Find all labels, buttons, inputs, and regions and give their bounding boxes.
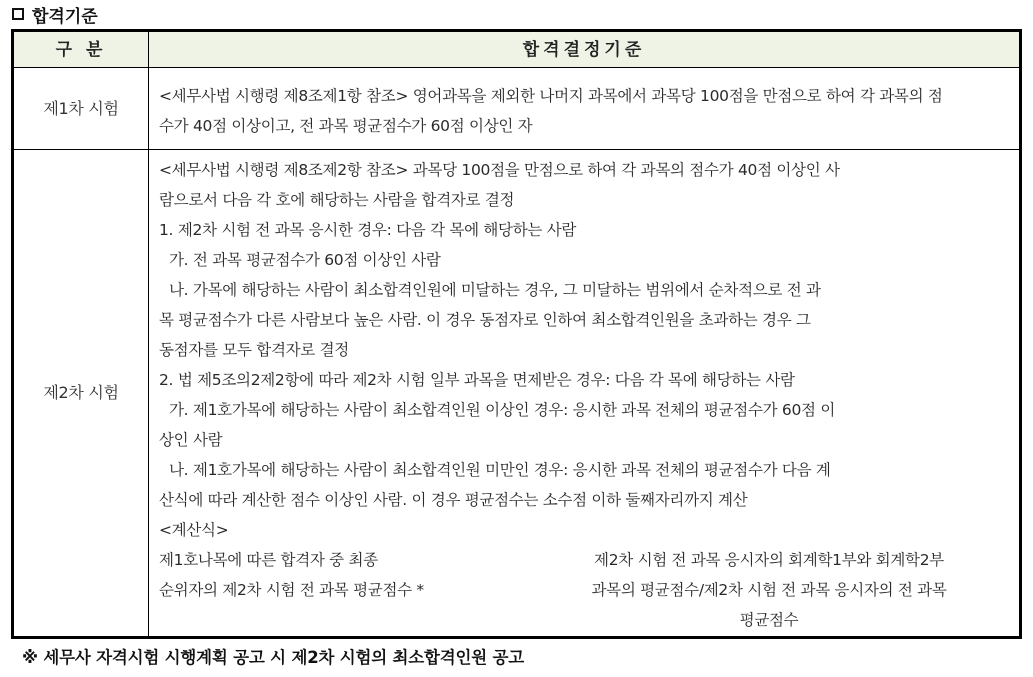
criteria-line: 산식에 따라 계산한 점수 이상인 사람. 이 경우 평균점수는 소수점 이하 둘째자리까지 계산	[159, 491, 748, 509]
formula-left	[159, 545, 529, 635]
header-category: 구 분	[13, 31, 149, 68]
row-label-second-exam: 제2차 시험	[13, 150, 149, 638]
criteria-item-1-ga: 가. 전 과목 평균점수가 60점 이상인 사람	[169, 251, 441, 269]
formula-right-line: 과목의 평균점수/제2차 시험 전 과목 응시자의 전 과목	[591, 581, 947, 599]
first-exam-criteria	[149, 68, 1021, 150]
formula-left-line: 제1호나목에 따른 합격자 중 최종	[159, 551, 378, 569]
section-title	[12, 1, 98, 27]
formula-heading: <계산식>	[159, 521, 229, 539]
header-criteria: 합격결정기준	[149, 31, 1021, 68]
formula-left-line: 순위자의 제2차 시험 전 과목 평균점수 *	[159, 581, 424, 599]
formula-right-line: 평균점수	[739, 611, 799, 629]
pass-criteria-table	[11, 29, 1022, 639]
criteria-line: 목 평균점수가 다른 사람보다 높은 사람. 이 경우 동점자로 인하여 최소합격인원을 초과하는 경우 그	[159, 311, 811, 329]
criteria-item-2-ga: 가. 제1호가목에 해당하는 사람이 최소합격인원 이상인 경우: 응시한 과목 전체의 평균점수가 60점 이	[169, 401, 836, 419]
criteria-line: 상인 사람	[159, 431, 223, 449]
criteria-line: <세무사법 시행령 제8조제2항 참조> 과목당 100점을 만점으로 하여 각 과목의 점수가 40점 이상인 사	[159, 161, 840, 179]
criteria-line: <세무사법 시행령 제8조제1항 참조> 영어과목을 제외한 나머지 과목에서 과목당 100점을 만점으로 하여 각 과목의 점	[159, 86, 943, 105]
checkbox-square-icon	[12, 8, 24, 20]
criteria-line: 수가 40점 이상이고, 전 과목 평균점수가 60점 이상인 자	[159, 116, 533, 135]
criteria-line: 람으로서 다음 각 호에 해당하는 사람을 합격자로 결정	[159, 191, 515, 209]
criteria-item-2: 2. 법 제5조의2제2항에 따라 제2차 시험 일부 과목을 면제받은 경우: 다음 각 목에 해당하는 사람	[159, 371, 795, 389]
section-title-text: 합격기준	[32, 6, 98, 27]
criteria-line: 동점자를 모두 합격자로 결정	[159, 341, 349, 359]
table-row-first-exam	[13, 68, 1021, 150]
criteria-item-1: 1. 제2차 시험 전 과목 응시한 경우: 다음 각 목에 해당하는 사람	[159, 221, 577, 239]
formula-right	[529, 545, 1009, 635]
row-label-first-exam: 제1차 시험	[13, 68, 149, 150]
formula-right-line: 제2차 시험 전 과목 응시자의 회계학1부와 회계학2부	[594, 551, 944, 569]
criteria-item-2-na: 나. 제1호가목에 해당하는 사람이 최소합격인원 미만인 경우: 응시한 과목 전체의 평균점수가 다음 계	[169, 461, 831, 479]
table-row-second-exam	[13, 150, 1021, 638]
table-header-row	[13, 31, 1021, 68]
footer-note: ※ 세무사 자격시험 시행계획 공고 시 제2차 시험의 최소합격인원 공고	[22, 648, 524, 667]
formula	[159, 545, 1009, 635]
second-exam-criteria	[149, 150, 1021, 638]
criteria-item-1-na: 나. 가목에 해당하는 사람이 최소합격인원에 미달하는 경우, 그 미달하는 범위에서 순차적으로 전 과	[169, 281, 821, 299]
